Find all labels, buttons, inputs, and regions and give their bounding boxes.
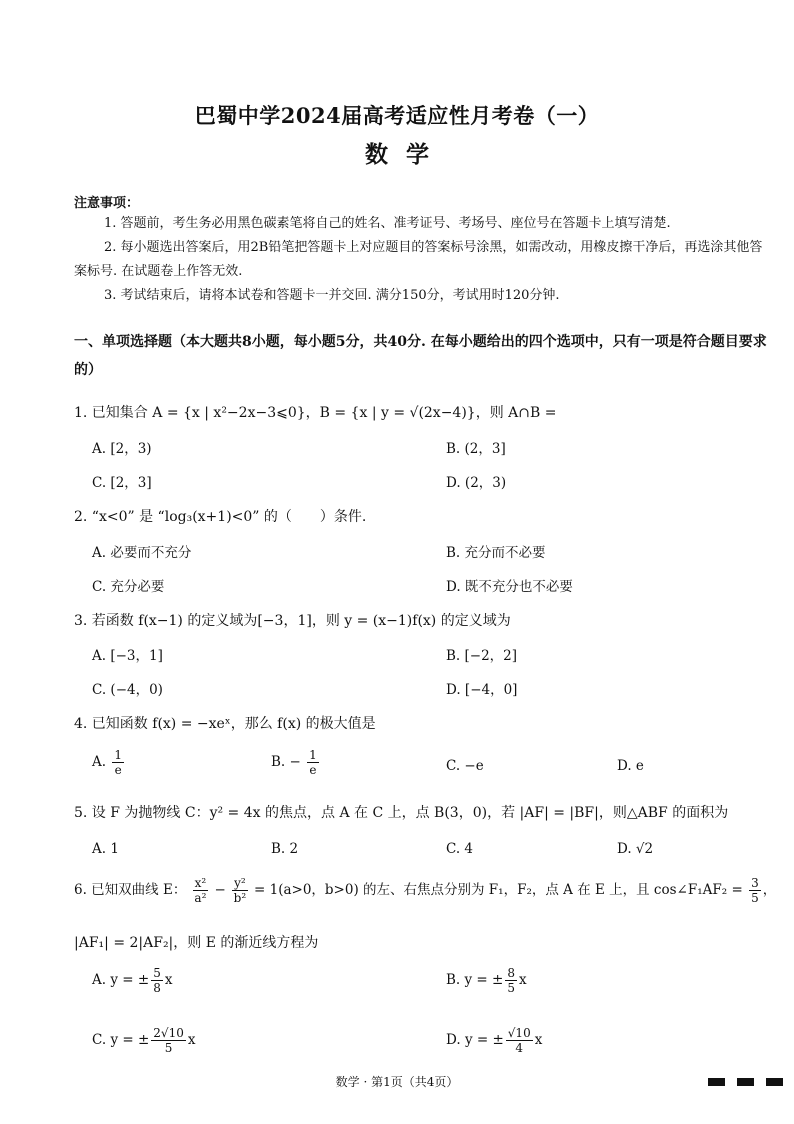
question-stem: 5. 设 F 为抛物线 C：y² = 4x 的焦点，点 A 在 C 上，点 B(3，0)，若 |AF| = |BF|，则△ABF 的面积为: [74, 805, 729, 821]
option-c: C. 充分必要: [92, 579, 165, 595]
fraction: $\frac{5}{8}$: [153, 966, 161, 995]
option-a: A. [2，3): [92, 441, 152, 457]
option-b: B. (2，3]: [446, 441, 506, 457]
fraction: $\frac{√10}{4}$: [507, 1026, 531, 1055]
fraction: $\frac{2√10}{5}$: [153, 1026, 184, 1055]
question-stem-cont: |AF₁| = 2|AF₂|，则 E 的渐近线方程为: [74, 935, 319, 951]
option-d: D. (2，3): [446, 475, 507, 491]
notice-item: 1. 答题前，考生务必用黑色碳素笔将自己的姓名、准考证号、考场号、座位号在答题卡上填写清楚.: [104, 216, 671, 231]
option-d: D. [−4，0]: [446, 682, 518, 698]
notice-list: [74, 212, 774, 308]
option-a: [92, 748, 126, 777]
notice-heading: 注意事项：: [74, 196, 140, 211]
fraction: $\frac{\text{x²}}{\text{a²}}$: [194, 876, 207, 905]
option-b: [271, 748, 321, 777]
question-stem: 1. 已知集合 A = {x | x²−2x−3⩽0}，B = {x | y = √(2x−4)}，则 A∩B =: [74, 405, 557, 421]
question-stem: 4. 已知函数 f(x) = −xeˣ，那么 f(x) 的极大值是: [74, 716, 376, 732]
mark-block: [737, 1078, 754, 1086]
option-label: A.: [92, 754, 107, 770]
option-c: C. [2，3]: [92, 475, 152, 491]
fraction: $\frac{3}{5}$: [751, 876, 759, 905]
option-a: A. [−3，1]: [92, 648, 163, 664]
option-d: D. y = ± $\frac{√10}{4}$ x: [446, 1026, 543, 1055]
option-label: B. −: [271, 754, 301, 770]
fraction: $\frac{1}{e}$: [114, 748, 122, 777]
fraction: $\frac{1}{e}$: [309, 748, 317, 777]
subject-title: 数学: [365, 141, 447, 168]
question-stem: 6. 已知双曲线 E： $\frac{\text{x²}}{\text{a²}}$ − $\frac{\text{y²}}{\text{b²}}$ = 1(a>0，b>0) 的左、右焦点分别为 F₁，F₂，点 A 在 E 上，且 cos∠F₁AF₂ = $\frac{3}{5}$ ，: [74, 876, 777, 905]
option-d: D. e: [617, 758, 644, 774]
option-c: C. 4: [446, 841, 474, 857]
mark-block: [708, 1078, 725, 1086]
barcode-marks: [708, 1078, 783, 1086]
mark-block: [766, 1078, 783, 1086]
option-c: C. (−4，0): [92, 682, 163, 698]
fraction: $\frac{\text{y²}}{\text{b²}}$: [233, 876, 247, 905]
question-stem: 2. “x<0” 是 “log₃(x+1)<0” 的（ ）条件.: [74, 509, 367, 525]
option-a: A. 1: [92, 841, 119, 857]
fraction: $\frac{8}{5}$: [507, 966, 515, 995]
option-b: B. 充分而不必要: [446, 545, 546, 561]
option-b: B. [−2，2]: [446, 648, 518, 664]
option-c: C. y = ± $\frac{2√10}{5}$ x: [92, 1026, 196, 1055]
option-b: B. y = ± $\frac{8}{5}$ x: [446, 966, 527, 995]
section-heading: 一、单项选择题（本大题共8小题，每小题5分，共40分. 在每小题给出的四个选项中，只有一项是符合题目要求的）: [74, 334, 767, 378]
question-stem: 3. 若函数 f(x−1) 的定义域为[−3，1]，则 y = (x−1)f(x) 的定义域为: [74, 613, 511, 629]
option-b: B. 2: [271, 841, 299, 857]
page-footer: 数学 · 第1页（共4页）: [335, 1075, 459, 1089]
option-d: D. 既不充分也不必要: [446, 579, 573, 595]
option-a: A. y = ± $\frac{5}{8}$ x: [92, 966, 173, 995]
option-a: A. 必要而不充分: [92, 545, 192, 561]
notice-item: 3. 考试结束后，请将本试卷和答题卡一并交回. 满分150分，考试用时120分钟.: [104, 288, 560, 303]
option-d: D. √2: [617, 841, 654, 857]
option-c: C. −e: [446, 758, 484, 774]
notice-item: 2. 每小题选出答案后，用2B铅笔把答题卡上对应题目的答案标号涂黑，如需改动，用橡皮擦干净后，再选涂其他答案标号. 在试题卷上作答无效.: [74, 240, 763, 279]
exam-title: 巴蜀中学2024届高考适应性月考卷（一）: [194, 103, 600, 128]
